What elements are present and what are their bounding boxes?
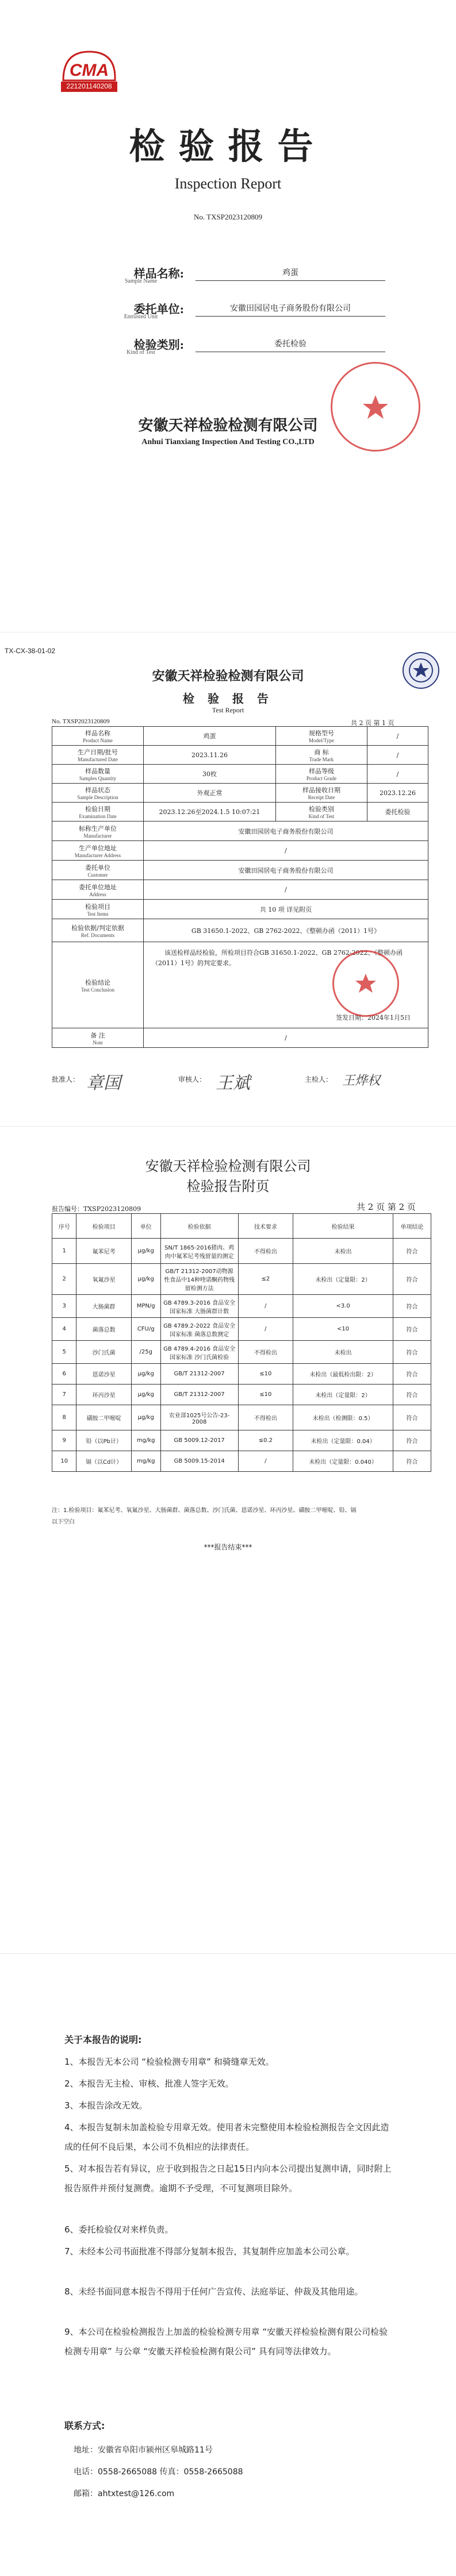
cover-field-sample-name: 样品名称: Sample Name 鸡蛋 bbox=[98, 264, 385, 287]
report-number: No. TXSP2023120809 bbox=[52, 718, 110, 725]
conclusion-text: 该送检样品经检验，所检项目符合GB 31650.1-2022、GB 2762-2022、《整顿办函（2011）1号》的判定要求。 bbox=[152, 949, 403, 967]
instruction-item: 5、对本报告若有异议，应于收到报告之日起15日内向本公司提出复测申请，同时附上报告原件并预付复测费。逾期不予受理，不可复测项目除外。 bbox=[64, 2164, 392, 2193]
cma-text: CMA bbox=[69, 61, 109, 80]
page-divider bbox=[0, 1953, 456, 1954]
report-info-table bbox=[52, 726, 428, 1048]
table-row: 9 铅（以Pb计） mg/kg GB 5009.12-2017 ≤0.2 未检出（定量限：0.04） 符合 bbox=[52, 1430, 431, 1451]
instructions-heading: 关于本报告的说明: bbox=[64, 2034, 142, 2045]
appendix-results-table bbox=[52, 1213, 431, 1472]
contact-heading: 联系方式: bbox=[64, 2420, 105, 2431]
approver-signature: 章国 bbox=[86, 1073, 121, 1093]
appendix-title: 检验报告附页 bbox=[186, 1178, 270, 1194]
cma-logo bbox=[58, 46, 121, 98]
tester-signature: 王烨权 bbox=[342, 1074, 381, 1088]
cover-org-name: 安徽天祥检验检测有限公司 bbox=[138, 417, 318, 434]
cover-field-kind-of-test: 检验类别: Kind of Test 委托检验 bbox=[98, 336, 385, 358]
issue-date: 签发日期：2024年1月5日 bbox=[336, 1014, 411, 1021]
cover-field-entrusted-unit: 委托单位: Entrusted Unit 安徽田园居电子商务股份有限公司 bbox=[98, 300, 385, 323]
appendix-blank-note: 以下空白 bbox=[52, 1519, 75, 1525]
table-row: 样品数量 Samples Quantity 30枚 样品等级 Product Grade / bbox=[52, 765, 428, 784]
cover-org-name-en: Anhui Tianxiang Inspection And Testing CO.,LTD bbox=[141, 438, 315, 446]
table-row: 标称生产单位 Manufacturer 安徽田园居电子商务股份有限公司 bbox=[52, 822, 428, 841]
report-title-en: Test Report bbox=[212, 706, 244, 714]
table-row: 10 镉（以Cd计） mg/kg GB 5009.15-2014 / 未检出（定量限：0.040） 符合 bbox=[52, 1451, 431, 1472]
table-row: 4 菌落总数 CFU/g GB 4789.2-2022 食品安全国家标准 菌落总数测定 / <10 符合 bbox=[52, 1318, 431, 1341]
cover-report-no: No. TXSP2023120809 bbox=[194, 213, 262, 221]
table-row: 生产日期/批号 Manufactured Date 2023.11.26 商 标 Trade Mark / bbox=[52, 746, 428, 765]
table-row: 检验项目 Test Items 共 10 项 详见附页 bbox=[52, 900, 428, 919]
table-row: 6 恩诺沙星 μg/kg GB/T 21312-2007 ≤10 未检出（最低检出限：2） 符合 bbox=[52, 1364, 431, 1385]
table-row: 委托单位 Customer 安徽田园居电子商务股份有限公司 bbox=[52, 861, 428, 880]
cover-subtitle: Inspection Report bbox=[174, 175, 282, 192]
table-row: 1 氟苯尼考 μg/kg SN/T 1865-2016猪肉、鸡肉中氟苯尼考残留量的测定 不得检出 未检出 符合 bbox=[52, 1239, 431, 1264]
appendix-note: 注：1.检验项目：氟苯尼考、氧氟沙星、大肠菌群、菌落总数、沙门氏菌、恩诺沙星、环丙沙星、磺胺二甲嘧啶、铅、镉 bbox=[52, 1507, 357, 1514]
cover-title: 检验报告 bbox=[129, 125, 327, 167]
table-row: 生产单位地址 Manufacturer Address / bbox=[52, 841, 428, 861]
appendix-org-name: 安徽天祥检验检测有限公司 bbox=[145, 1158, 311, 1174]
report-page-indicator: 共 2 页 第 1 页 bbox=[351, 719, 394, 727]
table-row: 检验结论 Test Conclusion 该送检样品经检验，所检项目符合GB 31650.1-2022、GB 2762-2022、《整顿办函（2011）1号》的判定要求。 签发日期：2024年1月5日 bbox=[52, 942, 428, 1028]
report-end-marker: ***报告结束*** bbox=[204, 1543, 252, 1551]
report-title: 检 验 报 告 bbox=[183, 692, 273, 705]
table-row: 2 氧氟沙星 μg/kg GB/T 21312-2007动物源性食品中14种喹诺酮药物残留检测方法 ≤2 未检出（定量限：2） 符合 bbox=[52, 1264, 431, 1295]
instruction-item: 3、本报告涂改无效。 bbox=[64, 2100, 148, 2111]
instruction-item: 1、本报告无本公司 “检验检测专用章” 和骑缝章无效。 bbox=[64, 2057, 274, 2067]
page-divider bbox=[0, 632, 456, 633]
instruction-item: 9、本公司在检验检测报告上加盖的检验检测专用章 “安徽天祥检验检测有限公司检验检测专用章” 与公章 “安徽天祥检验检测有限公司” 具有同等法律效力。 bbox=[64, 2327, 388, 2357]
instruction-item: 8、未经书面同意本报告不得用于任何广告宣传、法庭举证、仲裁及其他用途。 bbox=[64, 2286, 363, 2297]
instruction-item: 4、本报告复制未加盖检验专用章无效。使用者未完整使用本检验检测报告全文因此造成的任何不良后果，本公司不负相应的法律责任。 bbox=[64, 2122, 389, 2152]
table-header-row: 序号 检验项目 单位 检验依据 技术要求 检验结果 单项结论 bbox=[52, 1214, 431, 1239]
table-row: 3 大肠菌群 MPN/g GB 4789.3-2016 食品安全国家标准 大肠菌群计数 / <3.0 符合 bbox=[52, 1295, 431, 1318]
contact-email: 邮箱：ahtxtest@126.com bbox=[74, 2489, 175, 2498]
test-seal bbox=[332, 950, 399, 1017]
table-row: 样品状态 Sample Description 外观正常 样品接收日期 Receipt Date 2023.12.26 bbox=[52, 784, 428, 803]
table-row: 检验依据/判定依据 Ref. Documents GB 31650.1-2022、GB 2762-2022、《整顿办函（2011）1号》 bbox=[52, 919, 428, 942]
table-row: 8 磺胺二甲嘧啶 μg/kg 农业部1025号公告-23-2008 不得检出 未检出（检测限：0.5） 符合 bbox=[52, 1405, 431, 1430]
table-row: 委托单位地址 Address / bbox=[52, 880, 428, 900]
contact-phone: 电话：0558-2665088 传真：0558-2665088 bbox=[74, 2467, 243, 2477]
instruction-item: 2、本报告无主检、审核、批准人签字无效。 bbox=[64, 2078, 234, 2089]
appendix-report-no: 报告编号：TXSP2023120809 bbox=[52, 1205, 141, 1213]
table-row: 备 注 Note / bbox=[52, 1028, 428, 1048]
appendix-page-indicator: 共 2 页 第 2 页 bbox=[357, 1202, 416, 1212]
form-code: TX-CX-38-01-02 bbox=[5, 647, 56, 655]
table-row: 5 沙门氏菌 /25g GB 4789.4-2016 食品安全国家标准 沙门氏菌检验 不得检出 未检出 符合 bbox=[52, 1341, 431, 1364]
page-divider bbox=[0, 1126, 456, 1127]
signature-row: 批准人： 章国 审核人： 王斌 主检人： 王烨权 bbox=[52, 1069, 428, 1092]
report-org-name: 安徽天祥检验检测有限公司 bbox=[152, 669, 304, 684]
cma-number: 221201140208 bbox=[66, 82, 112, 90]
table-row: 样品名称 Product Name 鸡蛋 规格型号 Model/Type / bbox=[52, 727, 428, 746]
contact-address: 地址：安徽省阜阳市颍州区皋城路11号 bbox=[74, 2446, 213, 2455]
table-row: 检验日期 Examination Date 2023.12.26至2024.1.5 10:07:21 检验类别 Kind of Test 委托检验 bbox=[52, 803, 428, 822]
reviewer-signature: 王斌 bbox=[216, 1073, 250, 1093]
table-row: 7 环丙沙星 μg/kg GB/T 21312-2007 ≤10 未检出（定量限：2） 符合 bbox=[52, 1385, 431, 1405]
instruction-item: 7、未经本公司书面批准不得部分复制本报告，其复制件应加盖本公司公章。 bbox=[64, 2246, 355, 2257]
instruction-item: 6、委托检验仅对来样负责。 bbox=[64, 2224, 174, 2235]
